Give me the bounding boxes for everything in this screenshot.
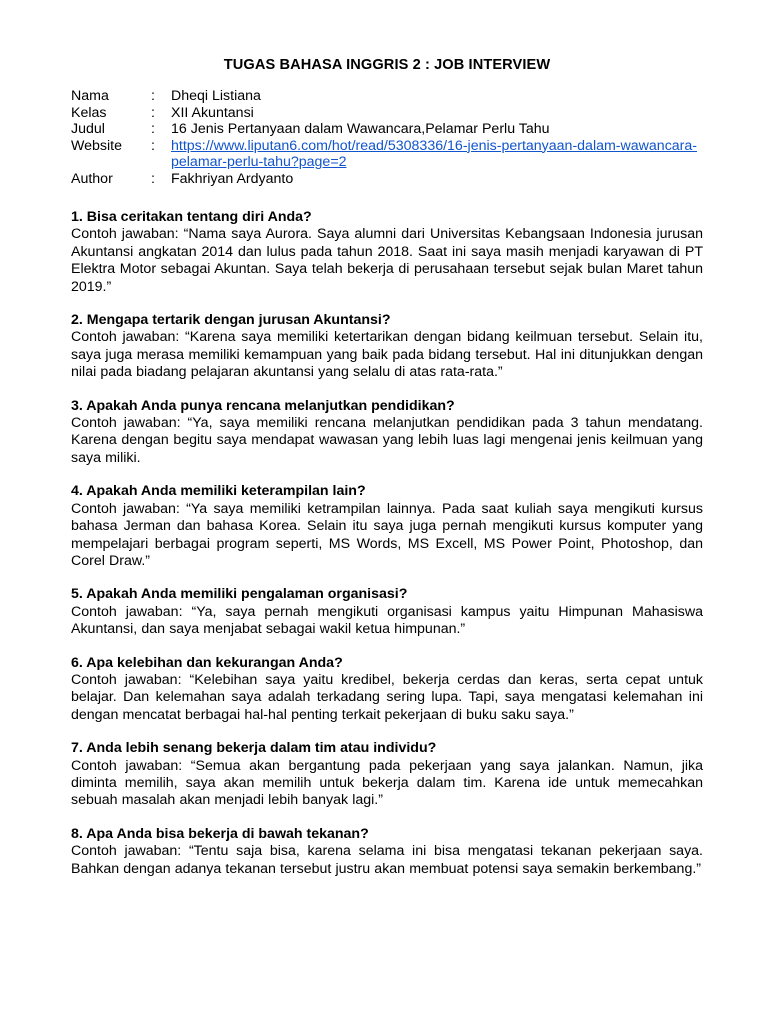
meta-row-nama bbox=[71, 88, 703, 105]
question-heading: 6. Apa kelebihan dan kekurangan Anda? bbox=[71, 654, 343, 671]
answer-paragraph: Contoh jawaban: “Ya, saya pernah mengikuti organisasi kampus yaitu Himpunan Mahasiswa Akuntansi, dan saya menjabat sebagai wakil ketua himpunan.” bbox=[71, 603, 703, 638]
answer-paragraph: Contoh jawaban: “Tentu saja bisa, karena selama ini bisa mengatasi tekanan pekerjaan saya. Bahkan dengan adanya tekanan tersebut justru akan membuat potensi saya semakin berkembang.” bbox=[71, 843, 703, 877]
meta-colon: : bbox=[151, 104, 155, 121]
meta-row-judul bbox=[71, 121, 703, 138]
answer-paragraph: Contoh jawaban: “Ya saya memiliki ketrampilan lainnya. Pada saat kuliah saya mengikuti kursus bahasa Jerman dan bahasa Korea. Selain itu saya juga pernah mengikuti kursus komputer yang mempelajari berbagai program seperti, MS Words, MS Excell, MS Power Point, Photoshop, dan Corel Draw.” bbox=[71, 500, 703, 569]
qa-item-8 bbox=[71, 826, 703, 878]
meta-label: Kelas bbox=[71, 104, 107, 121]
question-heading: 5. Apakah Anda memiliki pengalaman organisasi? bbox=[71, 586, 408, 603]
meta-value: Fakhriyan Ardyanto bbox=[171, 170, 294, 187]
meta-label: Judul bbox=[71, 121, 105, 137]
meta-label: Author bbox=[71, 170, 113, 187]
metadata-table bbox=[71, 88, 703, 187]
question-heading: 2. Mengapa tertarik dengan jurusan Akuntansi? bbox=[71, 312, 391, 329]
qa-item-4 bbox=[71, 483, 703, 570]
meta-row-author bbox=[71, 171, 703, 188]
qa-item-5 bbox=[71, 586, 703, 638]
question-heading: 4. Apakah Anda memiliki keterampilan lain? bbox=[71, 483, 366, 500]
meta-row-website bbox=[71, 138, 703, 171]
meta-value: 16 Jenis Pertanyaan dalam Wawancara,Pelamar Perlu Tahu bbox=[171, 121, 550, 137]
qa-item-1 bbox=[71, 209, 703, 296]
answer-paragraph: Contoh jawaban: “Semua akan bergantung pada pekerjaan yang saya jalankan. Namun, jika diminta memilih, saya akan memilih untuk bekerja dalam tim. Karena ide untuk memecahkan sebuah masalah akan menjadi lebih banyak lagi.” bbox=[71, 757, 703, 809]
question-heading: 7. Anda lebih senang bekerja dalam tim atau individu? bbox=[71, 740, 437, 757]
meta-row-kelas bbox=[71, 105, 703, 122]
answer-paragraph: Contoh jawaban: “Ya, saya memiliki rencana melanjutkan pendidikan pada 3 tahun mendatang. Karena dengan begitu saya mendapat wawasan yang lebih luas lagi mengenai jenis keilmuan yang saya miliki. bbox=[71, 415, 703, 466]
answer-paragraph: Contoh jawaban: “Nama saya Aurora. Saya alumni dari Universitas Kebangsaan Indonesia jurusan Akuntansi angkatan 2014 dan lulus pada tahun 2018. Saat ini saya masih menjadi karyawan di PT Elektra Motor sebagai Akuntan. Saya telah bekerja di perusahaan tersebut sejak bulan Maret tahun 2019.” bbox=[71, 226, 703, 295]
meta-label: Nama bbox=[71, 88, 109, 104]
meta-colon: : bbox=[151, 137, 155, 154]
meta-colon: : bbox=[151, 121, 155, 137]
meta-value bbox=[171, 138, 703, 171]
document-page bbox=[71, 55, 703, 894]
meta-label: Website bbox=[71, 137, 122, 154]
qa-item-3 bbox=[71, 398, 703, 468]
meta-value: Dheqi Listiana bbox=[171, 88, 261, 104]
qa-item-7 bbox=[71, 740, 703, 810]
question-heading: 1. Bisa ceritakan tentang diri Anda? bbox=[71, 209, 312, 225]
qa-item-2 bbox=[71, 312, 703, 382]
document-title: TUGAS BAHASA INGGRIS 2 : JOB INTERVIEW bbox=[223, 57, 551, 73]
question-heading: 8. Apa Anda bisa bekerja di bawah tekanan? bbox=[71, 825, 369, 842]
website-link[interactable]: https://www.liputan6.com/hot/read/5308336/16-jenis-pertanyaan-dalam-wawancara-pelamar-perlu-tahu?page=2 bbox=[171, 137, 698, 170]
meta-colon: : bbox=[151, 170, 155, 187]
answer-paragraph: Contoh jawaban: “Kelebihan saya yaitu kredibel, bekerja cerdas dan keras, serta cepat untuk belajar. Dan kelemahan saya adalah terkadang sering lupa. Tapi, saya mengatasi kelemahan ini dengan mencatat berbagai hal-hal penting terkait pekerjaan di buku saku saya.” bbox=[71, 671, 703, 723]
meta-value: XII Akuntansi bbox=[171, 104, 254, 121]
meta-colon: : bbox=[151, 88, 155, 104]
qa-item-6 bbox=[71, 655, 703, 725]
answer-paragraph: Contoh jawaban: “Karena saya memiliki ketertarikan dengan bidang keilmuan tersebut. Selain itu, saya juga merasa memiliki kemampuan yang baik pada bidang tersebut. Hal ini ditunjukkan dengan nilai pada biadang pelajaran akuntansi yang selalu di atas rata-rata.” bbox=[71, 329, 703, 381]
question-heading: 3. Apakah Anda punya rencana melanjutkan pendidikan? bbox=[71, 397, 455, 414]
